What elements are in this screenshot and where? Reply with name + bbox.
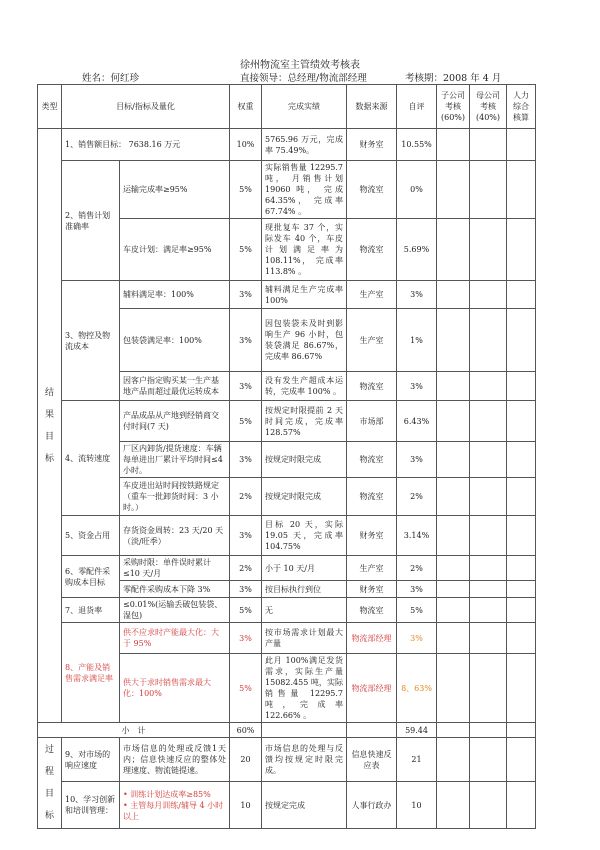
parent-score-cell[interactable] [470, 129, 507, 161]
performance-table [37, 84, 536, 829]
source-cell: 财务室 [347, 581, 397, 598]
result-cell: 按目标执行到位 [262, 581, 347, 598]
parent-score-cell[interactable] [470, 442, 507, 478]
weight-cell: 10% [230, 129, 262, 161]
sub-score-cell[interactable] [437, 556, 470, 581]
sub-score-cell[interactable] [437, 161, 470, 219]
target-cell: 供大于求时销售需求最大化：100% [120, 654, 230, 723]
self-cell: 2% [397, 556, 437, 581]
result-cell: 没有发生产超成本运转，完成率 100% 。 [262, 372, 347, 401]
parent-score-cell[interactable] [470, 372, 507, 401]
self-cell: 6.43% [397, 401, 437, 442]
hr-score-cell[interactable] [507, 219, 536, 281]
table-row [38, 623, 536, 654]
group-process: 过程目标 [45, 745, 55, 821]
target-cell: 采购时限：单件误时累计≤10 天/月 [120, 556, 230, 581]
target-cell: 车皮进出站时间按铁路规定（重车一批卸货时间：3 小时。） [120, 478, 230, 516]
header-type: 类型 [38, 85, 62, 129]
result-cell: 此月 100%满足发货需求，实际生产量 15082.455 吨，实际销售量 12295.7 吨，完成率 122.66% 。 [262, 654, 347, 723]
self-cell: 8、63% [397, 654, 437, 723]
self-cell: 2% [397, 478, 437, 516]
header-sub: 子公司考核(60%) [437, 85, 470, 129]
hr-score-cell[interactable] [507, 654, 536, 723]
table-row [38, 598, 536, 623]
weight-cell: 2% [230, 556, 262, 581]
target-cell: 存货资金周转：23 天/20 天（淡/旺季） [120, 516, 230, 556]
sub-score-cell[interactable] [437, 478, 470, 516]
item-label: 1、销售额目标： 7638.16 万元 [62, 129, 230, 161]
table-row [38, 516, 536, 556]
target-cell: 零配件采购成本下降 3% [120, 581, 230, 598]
review-period: 考核期：2008 年 4 月 [405, 73, 502, 84]
direct-leader: 直接领导：总经理/物流部经理 [240, 73, 367, 84]
self-cell: 1% [397, 309, 437, 372]
weight-cell: 3% [230, 372, 262, 401]
hr-score-cell[interactable] [507, 442, 536, 478]
hr-score-cell[interactable] [507, 478, 536, 516]
self-cell: 0% [397, 161, 437, 219]
self-cell: 5% [397, 598, 437, 623]
table-row [38, 281, 536, 309]
target-line: • 主管每月训练/辅导 4 小时以上 [123, 800, 224, 821]
header-result: 完成实绩 [262, 85, 347, 129]
item-label: 7、退货率 [62, 598, 120, 623]
hr-score-cell[interactable] [507, 598, 536, 623]
hr-score-cell[interactable] [507, 581, 536, 598]
hr-score-cell[interactable] [507, 623, 536, 654]
weight-cell: 3% [230, 581, 262, 598]
hr-score-cell[interactable] [507, 738, 536, 782]
parent-score-cell[interactable] [470, 516, 507, 556]
source-cell: 人事行政办 [347, 782, 397, 829]
item-label: 5、资金占用 [62, 516, 120, 556]
sub-score-cell[interactable] [437, 219, 470, 281]
target-cell: 供不应求时产能最大化：大于 95% [120, 623, 230, 654]
target-cell: 市场信息的处理或反馈1天内；信息快速反应的整体处理速度、物流链提速。 [120, 738, 230, 782]
header-row [38, 85, 536, 129]
table-row [38, 129, 536, 161]
group-process-cell [38, 738, 62, 829]
sub-score-cell[interactable] [437, 281, 470, 309]
result-cell: 按规定时限完成 [262, 478, 347, 516]
result-cell: 实际销售量 12295.7 吨， 月销售计划 19060 吨， 完成 64.35%， 完成率 67.74% 。 [262, 161, 347, 219]
source-cell: 物流室 [347, 372, 397, 401]
result-cell: 按规定时限提前 2 天时间完成，完成率 128.57% [262, 401, 347, 442]
parent-score-cell[interactable] [470, 581, 507, 598]
result-cell: 现批复车 37 个，实际发车 40 个，车皮计划满足率为 108.11%， 完成率 113.8% 。 [262, 219, 347, 281]
header-weight: 权重 [230, 85, 262, 129]
sub-score-cell[interactable] [437, 581, 470, 598]
result-cell: 按规定时限完成 [262, 442, 347, 478]
target-cell: ≤0.01%(运输丢破包装袋、湿包) [120, 598, 230, 623]
item-label: 10、学习创新和培训管理： [62, 782, 120, 829]
sub-score-cell[interactable] [437, 442, 470, 478]
sub-score-cell[interactable] [437, 782, 470, 829]
source-cell: 物流室 [347, 478, 397, 516]
source-cell: 物流室 [347, 161, 397, 219]
subtotal-row [38, 723, 536, 738]
item-label: 3、物控及物流成本 [62, 281, 120, 401]
result-cell: 按规定完成 [262, 782, 347, 829]
target-cell: 车皮计划：满足率≥95% [120, 219, 230, 281]
subtotal-self: 59.44 [397, 723, 437, 738]
parent-score-cell[interactable] [470, 738, 507, 782]
source-cell: 信息快速反应表 [347, 738, 397, 782]
target-cell [120, 782, 230, 829]
hr-score-cell[interactable] [507, 516, 536, 556]
target-cell: 辅料满足率：100% [120, 281, 230, 309]
parent-score-cell[interactable] [470, 654, 507, 723]
table-row [38, 401, 536, 442]
self-cell: 3% [397, 581, 437, 598]
parent-score-cell[interactable] [470, 782, 507, 829]
item-label: 8、产能及销售需求满足率 [62, 623, 120, 723]
weight-cell: 10 [230, 782, 262, 829]
self-cell: 3% [397, 372, 437, 401]
sub-score-cell[interactable] [437, 623, 470, 654]
weight-cell: 20 [230, 738, 262, 782]
weight-cell: 3% [230, 442, 262, 478]
header-hr: 人力综合核算 [507, 85, 536, 129]
result-cell: 按市场需求计划最大产量 [262, 623, 347, 654]
source-cell: 生产室 [347, 281, 397, 309]
self-cell: 3% [397, 442, 437, 478]
table-row [38, 161, 536, 219]
self-cell: 21 [397, 738, 437, 782]
source-cell: 财务室 [347, 516, 397, 556]
hr-score-cell[interactable] [507, 281, 536, 309]
target-cell: 包装袋满足率：100% [120, 309, 230, 372]
parent-score-cell[interactable] [470, 478, 507, 516]
subtotal-weight: 60% [230, 723, 262, 738]
weight-cell: 5% [230, 161, 262, 219]
employee-name: 姓名：何红珍 [82, 73, 140, 84]
document-title: 徐州物流室主管绩效考核表 [240, 60, 360, 71]
weight-cell: 5% [230, 598, 262, 623]
table-row [38, 556, 536, 581]
source-cell: 物流室 [347, 598, 397, 623]
parent-score-cell[interactable] [470, 556, 507, 581]
hr-score-cell[interactable] [507, 556, 536, 581]
result-cell: 目标 20 天，实际 19.05 天，完成率 104.75% [262, 516, 347, 556]
source-cell: 生产室 [347, 309, 397, 372]
weight-cell: 5% [230, 401, 262, 442]
subtotal-label: 小 计 [38, 723, 230, 738]
sub-score-cell[interactable] [437, 129, 470, 161]
target-cell: 因客户指定购买某一生产基地产品而超过最优运转成本 [120, 372, 230, 401]
source-cell: 市场部 [347, 401, 397, 442]
weight-cell: 3% [230, 516, 262, 556]
result-cell: 无 [262, 598, 347, 623]
parent-score-cell[interactable] [470, 623, 507, 654]
sub-score-cell[interactable] [437, 309, 470, 372]
table-row [38, 738, 536, 782]
parent-score-cell[interactable] [470, 598, 507, 623]
hr-score-cell[interactable] [507, 401, 536, 442]
weight-cell: 3% [230, 623, 262, 654]
header-self: 自评 [397, 85, 437, 129]
self-cell: 10.55% [397, 129, 437, 161]
sub-score-cell[interactable] [437, 516, 470, 556]
group-result-cell [38, 129, 62, 723]
weight-cell: 2% [230, 478, 262, 516]
source-cell: 财务室 [347, 129, 397, 161]
weight-cell: 5% [230, 219, 262, 281]
weight-cell: 3% [230, 281, 262, 309]
hr-score-cell[interactable] [507, 129, 536, 161]
sub-score-cell[interactable] [437, 372, 470, 401]
parent-score-cell[interactable] [470, 401, 507, 442]
target-cell: 运输完成率≥95% [120, 161, 230, 219]
sub-score-cell[interactable] [437, 654, 470, 723]
item-label: 2、销售计划准确率 [62, 161, 120, 281]
result-cell: 辅料满足生产完成率 100% [262, 281, 347, 309]
sub-score-cell[interactable] [437, 738, 470, 782]
result-cell: 市场信息的处理与反馈均按规定时限完成。 [262, 738, 347, 782]
parent-score-cell[interactable] [470, 161, 507, 219]
hr-score-cell[interactable] [507, 161, 536, 219]
header-parent: 母公司考核(40%) [470, 85, 507, 129]
target-line: • 训练计划达成率≥85% [123, 789, 211, 799]
source-cell: 物流部经理 [347, 623, 397, 654]
group-result: 结果目标 [45, 387, 55, 464]
source-cell: 物流室 [347, 442, 397, 478]
source-cell: 生产室 [347, 556, 397, 581]
source-cell: 物流部经理 [347, 654, 397, 723]
source-cell: 物流室 [347, 219, 397, 281]
result-cell: 5765.96 万元，完成率 75.49%。 [262, 129, 347, 161]
weight-cell: 3% [230, 309, 262, 372]
sub-score-cell[interactable] [437, 401, 470, 442]
self-cell: 5.69% [397, 219, 437, 281]
hr-score-cell[interactable] [507, 309, 536, 372]
parent-score-cell[interactable] [470, 309, 507, 372]
header-target: 目标/指标及量化 [62, 85, 230, 129]
weight-cell: 5% [230, 654, 262, 723]
hr-score-cell[interactable] [507, 372, 536, 401]
hr-score-cell[interactable] [507, 782, 536, 829]
self-cell: 10 [397, 782, 437, 829]
parent-score-cell[interactable] [470, 219, 507, 281]
target-cell: 厂区内卸货/提货速度：车辆每单进出厂累计平均时间≤4 小时。 [120, 442, 230, 478]
header-source: 数据来源 [347, 85, 397, 129]
table-row [38, 782, 536, 829]
result-cell: 小于 10 天/月 [262, 556, 347, 581]
parent-score-cell[interactable] [470, 281, 507, 309]
item-label: 6、零配件采购成本目标 [62, 556, 120, 598]
item-label: 4、流转速度 [62, 401, 120, 516]
result-cell: 因包装袋未及时到影响生产 96 小时，包装袋满足 86.67%，完成率 86.67% [262, 309, 347, 372]
item-label: 9、对市场的响应速度 [62, 738, 120, 782]
self-cell: 3% [397, 281, 437, 309]
self-cell: 3.14% [397, 516, 437, 556]
sub-score-cell[interactable] [437, 598, 470, 623]
self-cell: 3% [397, 623, 437, 654]
target-cell: 产品成品从产地到经销商交付时间(7 天) [120, 401, 230, 442]
